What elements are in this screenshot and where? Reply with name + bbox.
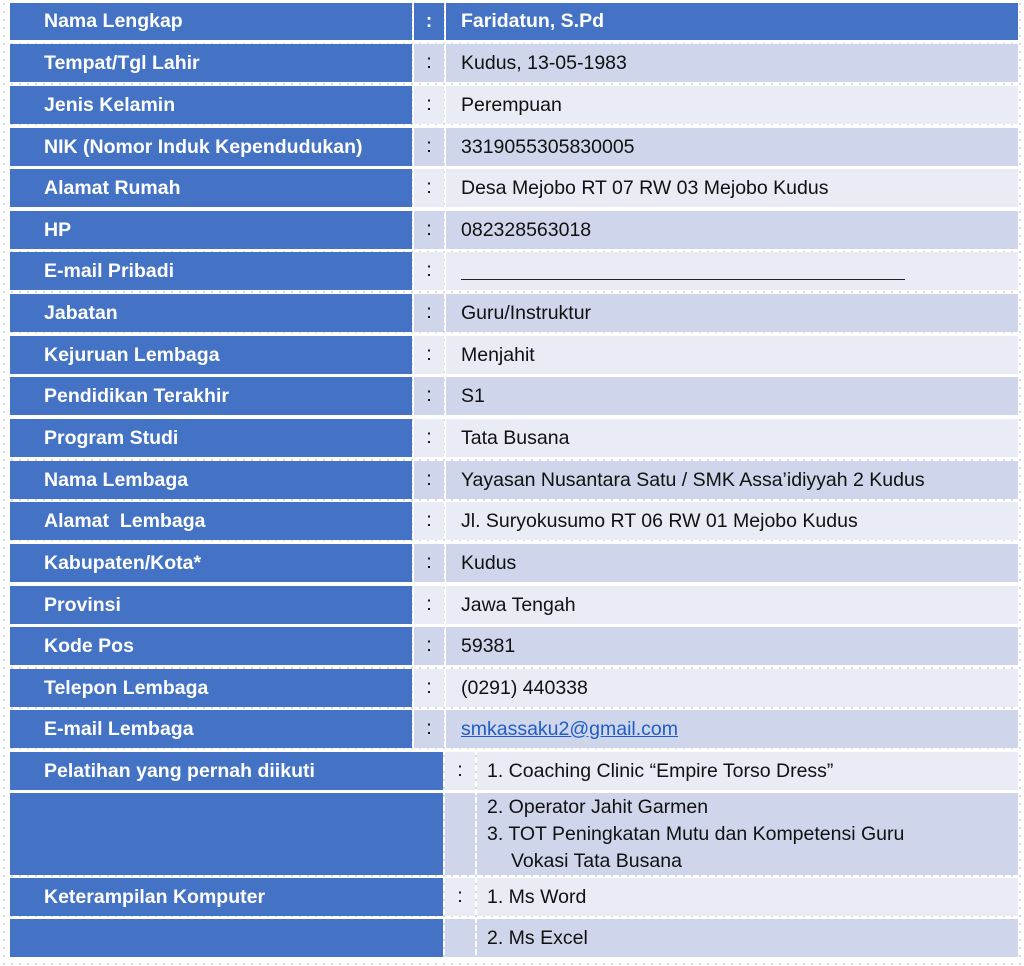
label-provinsi: Provinsi [10, 586, 412, 624]
colon: : [445, 752, 475, 790]
row-nik [10, 128, 1018, 166]
colon: : [414, 3, 444, 40]
computer-skill-1 [477, 878, 1018, 916]
row-alamat-lembaga [10, 502, 1018, 540]
row-alamat-rumah [10, 169, 1018, 207]
colon: : [414, 461, 444, 499]
training-item-text: 1. Coaching Clinic “Empire Torso Dress” [487, 759, 834, 782]
row-hp [10, 211, 1018, 249]
value-jenis-kelamin: Perempuan [446, 86, 1018, 124]
training-item-1 [477, 752, 1018, 790]
colon: : [414, 586, 444, 624]
label-pelatihan-continued [10, 793, 443, 875]
value-nama-lembaga: Yayasan Nusantara Satu / SMK Assa’idiyyah 2 Kudus [446, 461, 1018, 499]
value-kabupaten-kota: Kudus [446, 544, 1018, 582]
value-alamat-rumah: Desa Mejobo RT 07 RW 03 Mejobo Kudus [446, 169, 1018, 207]
value-kejuruan-lembaga: Menjahit [446, 336, 1018, 374]
label-nama-lengkap: Nama Lengkap [10, 3, 412, 40]
label-telepon-lembaga: Telepon Lembaga [10, 669, 412, 707]
colon: : [414, 294, 444, 332]
row-pelatihan [10, 752, 1018, 790]
colon: : [414, 128, 444, 166]
label-alamat-rumah: Alamat Rumah [10, 169, 412, 207]
row-kabupaten-kota [10, 544, 1018, 582]
value-hp: 082328563018 [446, 211, 1018, 249]
colon: : [414, 502, 444, 540]
label-jenis-kelamin: Jenis Kelamin [10, 86, 412, 124]
training-item-text: 3. TOT Peningkatan Mutu dan Kompetensi Guru [487, 822, 905, 845]
value-nik: 3319055305830005 [446, 128, 1018, 166]
label-jabatan: Jabatan [10, 294, 412, 332]
training-items-continued [477, 793, 1018, 875]
value-kode-pos: 59381 [446, 627, 1018, 665]
colon: : [414, 669, 444, 707]
email-lembaga-link[interactable]: smkassaku2@gmail.com [461, 717, 679, 740]
row-provinsi [10, 586, 1018, 624]
label-kode-pos: Kode Pos [10, 627, 412, 665]
row-telepon-lembaga [10, 669, 1018, 707]
colon: : [414, 377, 444, 415]
value-tempat-tgl-lahir: Kudus, 13-05-1983 [446, 44, 1018, 82]
label-alamat-lembaga: Alamat Lembaga [10, 502, 412, 540]
label-tempat-tgl-lahir: Tempat/Tgl Lahir [10, 44, 412, 82]
colon: : [414, 252, 444, 290]
colon: : [414, 169, 444, 207]
training-item-text: 2. Operator Jahit Garmen [487, 795, 709, 818]
row-keterampilan-komputer-cont [10, 919, 1018, 957]
value-telepon-lembaga: (0291) 440338 [446, 669, 1018, 707]
row-keterampilan-komputer [10, 878, 1018, 916]
label-program-studi: Program Studi [10, 419, 412, 457]
row-tempat-tgl-lahir [10, 44, 1018, 82]
label-nik: NIK (Nomor Induk Kependudukan) [10, 128, 412, 166]
computer-skill-text: 2. Ms Excel [487, 926, 588, 949]
label-hp: HP [10, 211, 412, 249]
row-jenis-kelamin [10, 86, 1018, 124]
row-pendidikan-terakhir [10, 377, 1018, 415]
row-jabatan [10, 294, 1018, 332]
row-email-lembaga [10, 710, 1018, 748]
colon: : [414, 44, 444, 82]
label-kejuruan-lembaga: Kejuruan Lembaga [10, 336, 412, 374]
colon: : [445, 878, 475, 916]
colon: : [414, 627, 444, 665]
row-kode-pos [10, 627, 1018, 665]
value-alamat-lembaga: Jl. Suryokusumo RT 06 RW 01 Mejobo Kudus [446, 502, 1018, 540]
label-email-lembaga: E-mail Lembaga [10, 710, 412, 748]
value-jabatan: Guru/Instruktur [446, 294, 1018, 332]
blank-fill-line [461, 269, 905, 280]
colon: : [414, 86, 444, 124]
label-keterampilan-continued [10, 919, 443, 957]
value-provinsi: Jawa Tengah [446, 586, 1018, 624]
row-kejuruan-lembaga [10, 336, 1018, 374]
row-pelatihan-cont [10, 793, 1018, 875]
colon: : [414, 336, 444, 374]
colon: : [414, 544, 444, 582]
computer-skill-text: 1. Ms Word [487, 885, 587, 908]
training-item-text: Vokasi Tata Busana [511, 849, 682, 872]
value-program-studi: Tata Busana [446, 419, 1018, 457]
computer-skill-2 [477, 919, 1018, 957]
value-nama-lengkap: Faridatun, S.Pd [446, 3, 1018, 40]
colon: : [414, 419, 444, 457]
label-kabupaten-kota: Kabupaten/Kota* [10, 544, 412, 582]
row-program-studi [10, 419, 1018, 457]
colon-blank [445, 919, 475, 957]
label-email-pribadi: E-mail Pribadi [10, 252, 412, 290]
value-email-pribadi [446, 252, 1018, 290]
label-pelatihan: Pelatihan yang pernah diikuti [10, 752, 443, 790]
row-email-pribadi [10, 252, 1018, 290]
label-pendidikan-terakhir: Pendidikan Terakhir [10, 377, 412, 415]
row-nama-lembaga [10, 461, 1018, 499]
value-pendidikan-terakhir: S1 [446, 377, 1018, 415]
colon: : [414, 710, 444, 748]
colon: : [414, 211, 444, 249]
colon-blank [445, 793, 475, 875]
row-nama-lengkap [10, 3, 1018, 40]
value-email-lembaga [446, 710, 1018, 748]
label-keterampilan-komputer: Keterampilan Komputer [10, 878, 443, 916]
label-nama-lembaga: Nama Lembaga [10, 461, 412, 499]
